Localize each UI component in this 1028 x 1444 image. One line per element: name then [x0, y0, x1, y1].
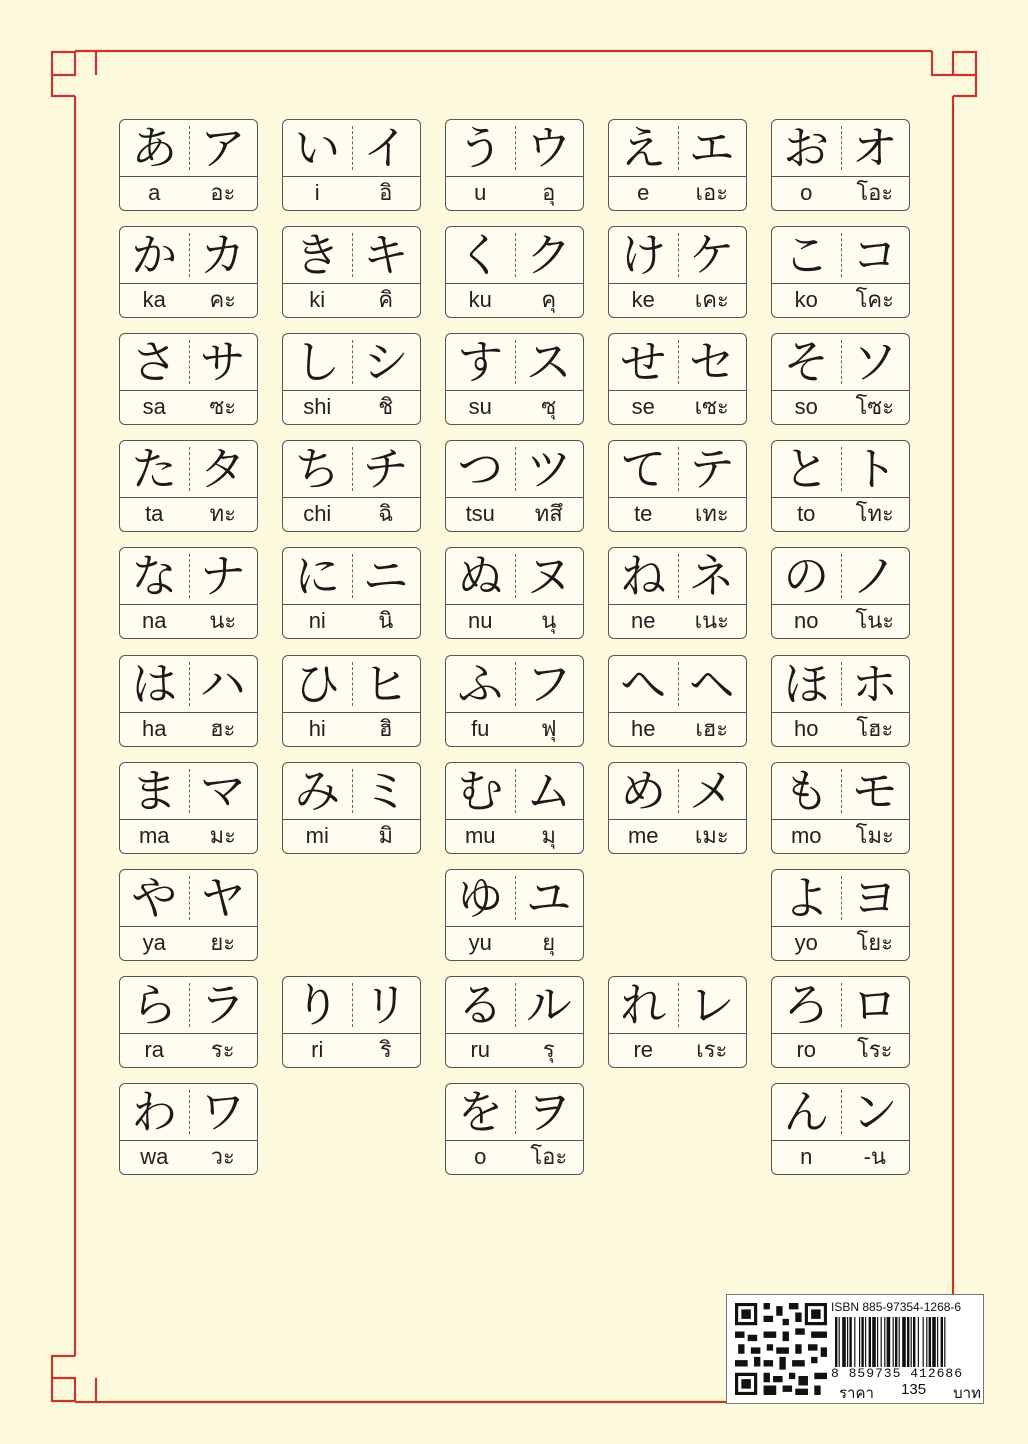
- romaji-label: n: [800, 1144, 813, 1169]
- hiragana-char: ん: [783, 1085, 830, 1139]
- thai-label: -น: [863, 1144, 886, 1169]
- katakana-char: ホ: [851, 657, 898, 711]
- katakana-char: モ: [851, 764, 898, 818]
- katakana-char: ネ: [688, 549, 735, 603]
- romaji-label: yu: [468, 930, 492, 955]
- katakana-char: ヨ: [851, 871, 898, 925]
- barcode-bar: [842, 1317, 846, 1367]
- romaji-label: ri: [311, 1037, 324, 1062]
- kana-card-0-2: [445, 119, 584, 211]
- hiragana-char: な: [131, 549, 178, 603]
- thai-label: โยะ: [856, 930, 894, 955]
- hiragana-char: け: [620, 228, 667, 282]
- thai-label: เทะ: [694, 501, 729, 526]
- katakana-char: マ: [199, 764, 246, 818]
- katakana-char: ケ: [688, 228, 735, 282]
- katakana-char: チ: [362, 442, 409, 496]
- barcode-bar: [887, 1317, 891, 1367]
- romaji-label: mi: [305, 823, 329, 848]
- hiragana-char: め: [620, 764, 667, 818]
- barcode-bars: [835, 1317, 979, 1367]
- thai-label: มิ: [378, 823, 393, 848]
- qr-code-icon: [735, 1303, 827, 1395]
- romaji-label: wa: [140, 1144, 169, 1169]
- barcode-bar: [937, 1317, 938, 1367]
- katakana-char: ニ: [362, 549, 409, 603]
- hiragana-char: そ: [783, 335, 830, 389]
- kana-card-9-0: [119, 1083, 258, 1175]
- hiragana-char: つ: [457, 442, 504, 496]
- katakana-char: ウ: [525, 121, 572, 175]
- thai-label: ชิ: [378, 394, 394, 419]
- romaji-label: ka: [142, 287, 166, 312]
- thai-label: โระ: [857, 1037, 893, 1062]
- romaji-label: na: [142, 608, 167, 633]
- thai-label: ฮิ: [379, 716, 393, 741]
- thai-label: ยุ: [542, 930, 556, 955]
- hiragana-char: り: [294, 978, 341, 1032]
- hiragana-char: さ: [131, 335, 178, 389]
- hiragana-char: は: [131, 657, 178, 711]
- kana-card-6-0: [119, 762, 258, 854]
- katakana-char: イ: [362, 121, 409, 175]
- katakana-char: ル: [525, 978, 572, 1032]
- price-unit: บาท: [953, 1385, 981, 1402]
- kana-card-7-2: [445, 869, 584, 961]
- thai-label: โทะ: [855, 501, 894, 526]
- katakana-char: ヤ: [199, 871, 246, 925]
- romaji-label: ki: [309, 287, 326, 312]
- barcode-bar: [881, 1317, 882, 1367]
- barcode-bar: [869, 1317, 871, 1367]
- katakana-char: カ: [199, 228, 246, 282]
- hiragana-char: や: [131, 871, 178, 925]
- romaji-label: ko: [794, 287, 818, 312]
- katakana-char: ソ: [851, 335, 898, 389]
- barcode-bar: [877, 1317, 878, 1367]
- romaji-label: chi: [303, 501, 332, 526]
- hiragana-char: ら: [131, 978, 178, 1032]
- kana-card-1-2: [445, 226, 584, 318]
- romaji-label: no: [794, 608, 819, 633]
- hiragana-char: し: [294, 335, 341, 389]
- thai-label: ระ: [210, 1037, 235, 1062]
- kana-card-6-1: [282, 762, 421, 854]
- thai-label: ซุ: [541, 394, 557, 419]
- thai-label: เมะ: [694, 823, 729, 848]
- thai-label: ทสึ: [534, 501, 563, 526]
- kana-card-1-4: [771, 226, 910, 318]
- katakana-char: ユ: [525, 871, 572, 925]
- katakana-char: ク: [525, 228, 572, 282]
- kana-card-2-0: [119, 333, 258, 425]
- thai-label: รุ: [542, 1037, 555, 1062]
- katakana-char: ヌ: [525, 549, 572, 603]
- romaji-label: ho: [794, 716, 819, 741]
- thai-label: โอะ: [530, 1144, 568, 1169]
- kana-card-1-1: [282, 226, 421, 318]
- romaji-label: sa: [142, 394, 166, 419]
- kana-card-0-0: [119, 119, 258, 211]
- kana-card-4-0: [119, 547, 258, 639]
- hiragana-char: あ: [131, 121, 178, 175]
- katakana-char: エ: [688, 121, 735, 175]
- thai-label: โฮะ: [856, 716, 894, 741]
- kana-card-2-1: [282, 333, 421, 425]
- katakana-char: タ: [199, 442, 246, 496]
- hiragana-char: ね: [620, 549, 667, 603]
- romaji-label: i: [314, 180, 320, 205]
- romaji-label: ro: [796, 1037, 817, 1062]
- kana-card-8-3: [608, 976, 747, 1068]
- hiragana-char: を: [457, 1085, 504, 1139]
- thai-label: เซะ: [694, 394, 729, 419]
- hiragana-char: ま: [131, 764, 178, 818]
- romaji-label: hi: [308, 716, 326, 741]
- thai-label: ฉิ: [378, 501, 394, 526]
- barcode-bar: [929, 1317, 931, 1367]
- romaji-label: ni: [308, 608, 326, 633]
- thai-label: เอะ: [695, 180, 729, 205]
- kana-card-6-3: [608, 762, 747, 854]
- romaji-label: re: [633, 1037, 654, 1062]
- thai-label: เนะ: [694, 608, 729, 633]
- kana-card-5-4: [771, 655, 910, 747]
- kana-card-3-2: [445, 440, 584, 532]
- hiragana-char: す: [457, 335, 504, 389]
- romaji-label: he: [631, 716, 656, 741]
- thai-label: ริ: [379, 1037, 392, 1062]
- kana-card-1-3: [608, 226, 747, 318]
- hiragana-char: え: [620, 121, 667, 175]
- hiragana-char: み: [294, 764, 341, 818]
- kana-card-2-4: [771, 333, 910, 425]
- kana-card-5-2: [445, 655, 584, 747]
- katakana-char: リ: [362, 978, 409, 1032]
- barcode-bar: [907, 1317, 909, 1367]
- thai-label: ยะ: [210, 930, 236, 955]
- romaji-label: e: [637, 180, 650, 205]
- katakana-char: ノ: [851, 549, 898, 603]
- thai-label: มุ: [541, 823, 556, 848]
- barcode-bar: [923, 1317, 924, 1367]
- kana-card-8-2: [445, 976, 584, 1068]
- kana-card-6-4: [771, 762, 910, 854]
- romaji-label: o: [474, 1144, 487, 1169]
- katakana-char: キ: [362, 228, 409, 282]
- kana-card-2-2: [445, 333, 584, 425]
- romaji-label: mo: [790, 823, 822, 848]
- barcode-bar: [902, 1317, 906, 1367]
- romaji-label: nu: [468, 608, 493, 633]
- thai-label: ซะ: [209, 394, 237, 419]
- kana-card-0-3: [608, 119, 747, 211]
- hiragana-char: ふ: [457, 657, 504, 711]
- thai-label: ฮะ: [210, 716, 236, 741]
- kana-card-1-0: [119, 226, 258, 318]
- romaji-label: a: [148, 180, 161, 205]
- barcode-bar: [859, 1317, 860, 1367]
- thai-label: วะ: [210, 1144, 235, 1169]
- katakana-char: ア: [199, 121, 246, 175]
- kana-card-7-0: [119, 869, 258, 961]
- thai-label: นะ: [209, 608, 237, 633]
- barcode-bar: [918, 1317, 919, 1367]
- romaji-label: u: [474, 180, 487, 205]
- hiragana-char: き: [294, 228, 341, 282]
- kana-card-4-3: [608, 547, 747, 639]
- romaji-label: shi: [303, 394, 332, 419]
- kana-card-9-4: [771, 1083, 910, 1175]
- barcode-bar: [872, 1317, 876, 1367]
- thai-label: โมะ: [855, 823, 894, 848]
- hiragana-char: ち: [294, 442, 341, 496]
- romaji-label: mu: [464, 823, 496, 848]
- thai-label: อุ: [542, 180, 556, 205]
- romaji-label: ma: [138, 823, 170, 848]
- romaji-label: ra: [144, 1037, 165, 1062]
- hiragana-char: れ: [620, 978, 667, 1032]
- kana-card-8-1: [282, 976, 421, 1068]
- hiragana-char: お: [783, 121, 830, 175]
- hiragana-char: う: [457, 121, 504, 175]
- romaji-label: ya: [142, 930, 166, 955]
- kana-card-5-1: [282, 655, 421, 747]
- barcode-bar: [913, 1317, 915, 1367]
- barcode-bar: [911, 1317, 912, 1367]
- barcode-bar: [861, 1317, 863, 1367]
- hiragana-char: む: [457, 764, 504, 818]
- barcode-bar: [835, 1317, 837, 1367]
- katakana-char: レ: [688, 978, 735, 1032]
- katakana-char: ヘ: [688, 657, 735, 711]
- barcode-bar: [895, 1317, 897, 1367]
- barcode-bar: [849, 1317, 851, 1367]
- romaji-label: te: [634, 501, 653, 526]
- kana-card-7-4: [771, 869, 910, 961]
- romaji-label: yo: [794, 930, 818, 955]
- romaji-label: su: [468, 394, 492, 419]
- katakana-char: サ: [199, 335, 246, 389]
- romaji-label: tsu: [465, 501, 495, 526]
- katakana-char: ナ: [199, 549, 246, 603]
- hiragana-char: と: [783, 442, 830, 496]
- barcode-bar: [941, 1317, 943, 1367]
- romaji-label: ru: [470, 1037, 491, 1062]
- hiragana-char: ほ: [783, 657, 830, 711]
- katakana-char: フ: [525, 657, 572, 711]
- thai-label: โซะ: [855, 394, 895, 419]
- katakana-char: ト: [851, 442, 898, 496]
- barcode-bar: [899, 1317, 900, 1367]
- barcode-bar: [854, 1317, 855, 1367]
- hiragana-char: た: [131, 442, 178, 496]
- thai-label: คุ: [541, 287, 557, 312]
- isbn-text: ISBN 885-97354-1268-6: [831, 1300, 962, 1314]
- kana-card-5-0: [119, 655, 258, 747]
- thai-label: ฟุ: [540, 716, 557, 741]
- kana-card-0-1: [282, 119, 421, 211]
- katakana-char: シ: [362, 335, 409, 389]
- kana-card-3-0: [119, 440, 258, 532]
- katakana-char: ヲ: [525, 1085, 572, 1139]
- hiragana-char: せ: [620, 335, 667, 389]
- kana-card-4-1: [282, 547, 421, 639]
- kana-card-8-0: [119, 976, 258, 1068]
- katakana-char: ロ: [851, 978, 898, 1032]
- hiragana-char: ゆ: [457, 871, 504, 925]
- barcode-label: [726, 1294, 984, 1404]
- romaji-label: ne: [631, 608, 656, 633]
- katakana-char: ワ: [199, 1085, 246, 1139]
- thai-label: โอะ: [856, 180, 894, 205]
- barcode-bar: [932, 1317, 936, 1367]
- thai-label: เฮะ: [695, 716, 729, 741]
- thai-label: โนะ: [855, 608, 895, 633]
- barcode-bar: [865, 1317, 866, 1367]
- katakana-char: ハ: [199, 657, 246, 711]
- thai-label: เคะ: [694, 287, 729, 312]
- hiragana-char: の: [783, 549, 830, 603]
- kana-card-4-4: [771, 547, 910, 639]
- katakana-char: ム: [525, 764, 572, 818]
- hiragana-char: ぬ: [457, 549, 504, 603]
- barcode-bar: [926, 1317, 927, 1367]
- kana-card-4-2: [445, 547, 584, 639]
- ean-number: 8 859735 412686: [831, 1366, 964, 1381]
- hiragana-char: ろ: [783, 978, 830, 1032]
- barcode-bar: [847, 1317, 848, 1367]
- kana-card-3-4: [771, 440, 910, 532]
- romaji-label: ku: [468, 287, 492, 312]
- hiragana-char: に: [294, 549, 341, 603]
- kana-card-6-2: [445, 762, 584, 854]
- thai-label: คิ: [378, 287, 394, 312]
- kana-card-5-3: [608, 655, 747, 747]
- hiragana-char: か: [131, 228, 178, 282]
- katakana-char: ン: [851, 1085, 898, 1139]
- katakana-char: コ: [851, 228, 898, 282]
- katakana-char: ツ: [525, 442, 572, 496]
- katakana-char: セ: [688, 335, 735, 389]
- romaji-label: ke: [631, 287, 655, 312]
- romaji-label: ta: [145, 501, 164, 526]
- price-value: 135: [901, 1381, 927, 1398]
- katakana-char: ミ: [362, 764, 409, 818]
- hiragana-char: へ: [620, 657, 667, 711]
- thai-label: มะ: [209, 823, 236, 848]
- kana-card-2-3: [608, 333, 747, 425]
- romaji-label: o: [800, 180, 813, 205]
- katakana-char: メ: [688, 764, 735, 818]
- barcode-bar: [884, 1317, 885, 1367]
- hiragana-char: ひ: [294, 657, 341, 711]
- romaji-label: ha: [142, 716, 167, 741]
- thai-label: นุ: [541, 608, 557, 633]
- romaji-label: fu: [471, 716, 490, 741]
- barcode-bar: [839, 1317, 840, 1367]
- katakana-char: ラ: [199, 978, 246, 1032]
- barcode-bar: [944, 1317, 945, 1367]
- thai-label: อะ: [210, 180, 236, 205]
- hiragana-char: よ: [783, 871, 830, 925]
- katakana-char: オ: [851, 121, 898, 175]
- kana-card-9-2: [445, 1083, 584, 1175]
- hiragana-char: い: [294, 121, 341, 175]
- hiragana-char: て: [620, 442, 667, 496]
- thai-label: อิ: [379, 180, 393, 205]
- thai-label: คะ: [209, 287, 237, 312]
- katakana-char: ヒ: [362, 657, 409, 711]
- kana-card-8-4: [771, 976, 910, 1068]
- katakana-char: テ: [688, 442, 735, 496]
- thai-label: โคะ: [855, 287, 894, 312]
- hiragana-char: く: [457, 228, 504, 282]
- thai-label: นิ: [378, 608, 394, 633]
- price-row: [839, 1381, 981, 1405]
- barcode-bar: [893, 1317, 894, 1367]
- kana-card-3-3: [608, 440, 747, 532]
- romaji-label: to: [797, 501, 816, 526]
- romaji-label: so: [794, 394, 818, 419]
- romaji-label: se: [631, 394, 655, 419]
- katakana-char: ス: [525, 335, 572, 389]
- hiragana-char: る: [457, 978, 504, 1032]
- romaji-label: me: [627, 823, 659, 848]
- hiragana-char: こ: [783, 228, 830, 282]
- price-label: ราคา: [839, 1385, 874, 1402]
- thai-label: เระ: [696, 1037, 728, 1062]
- kana-card-0-4: [771, 119, 910, 211]
- kana-card-3-1: [282, 440, 421, 532]
- hiragana-char: も: [783, 764, 830, 818]
- hiragana-char: わ: [131, 1085, 178, 1139]
- thai-label: ทะ: [209, 501, 236, 526]
